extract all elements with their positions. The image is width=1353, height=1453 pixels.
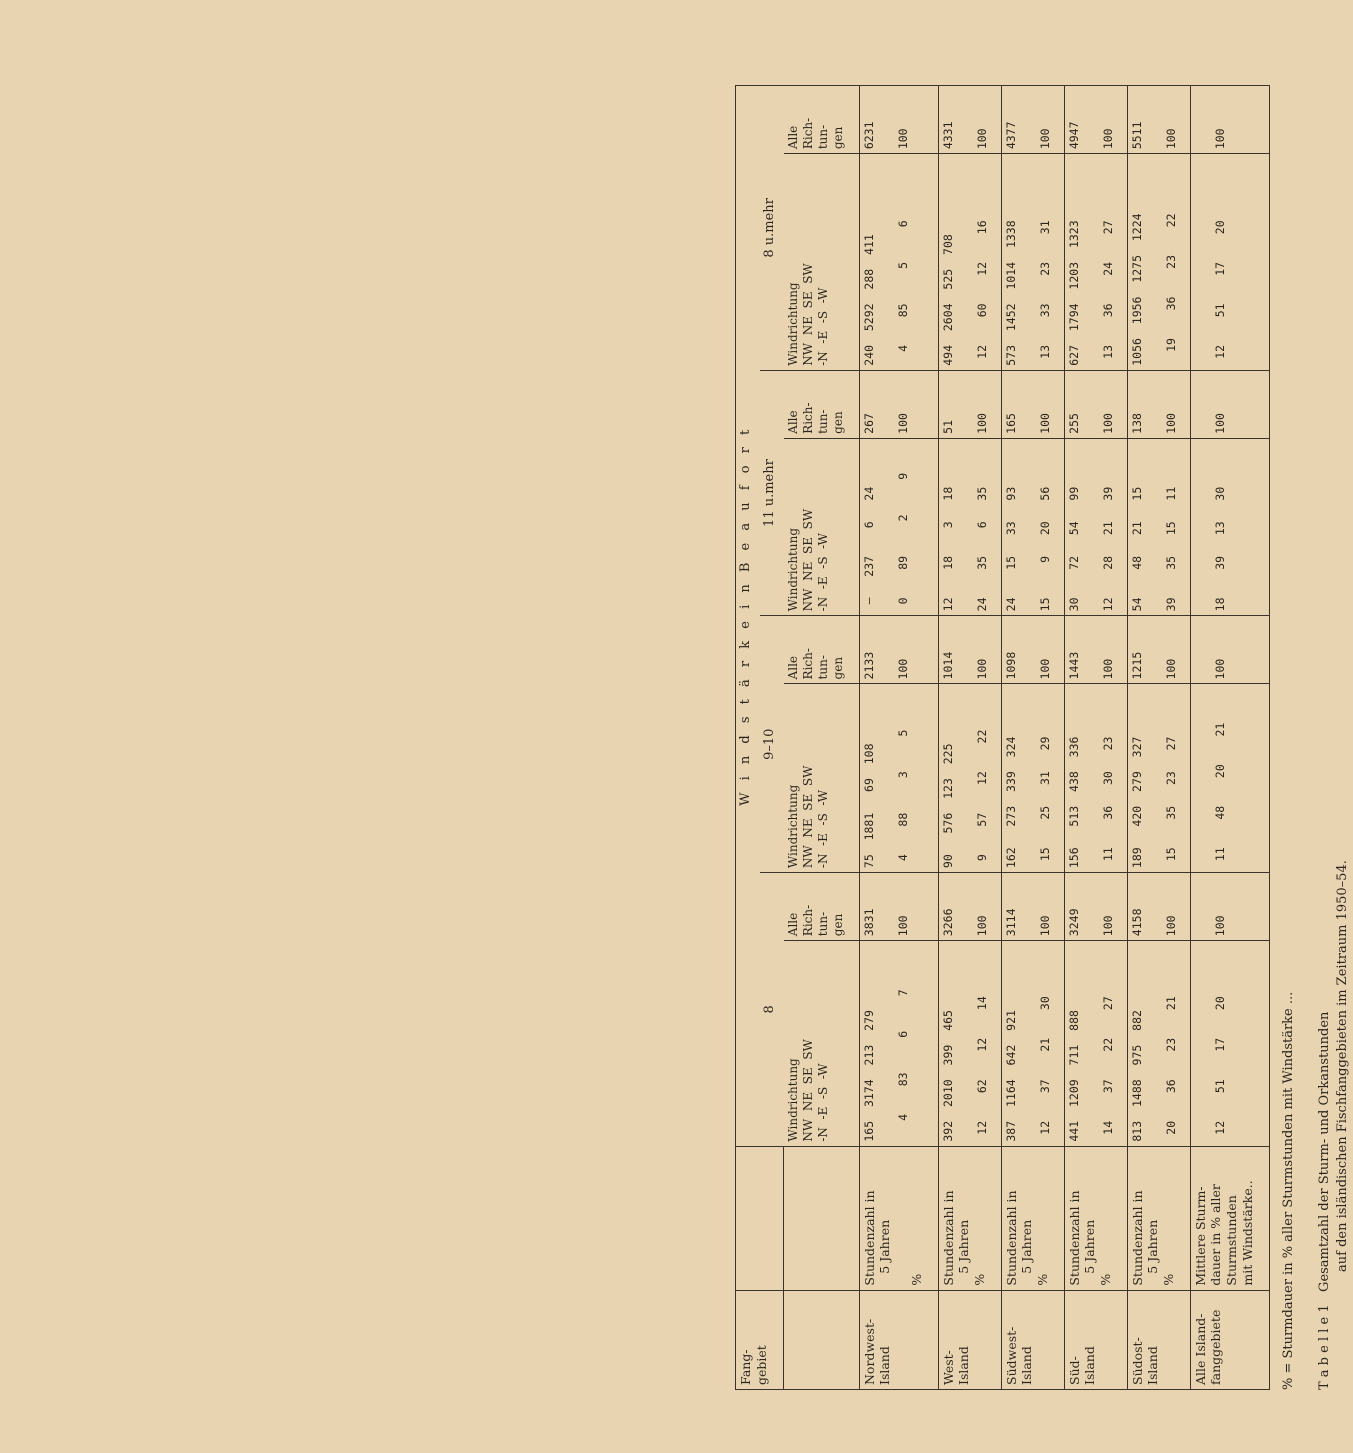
table-notes: [1280, 860, 1353, 1390]
percent-values: 13 33 23 31: [1038, 220, 1053, 366]
hours-values: 494 2604 525 708: [940, 234, 955, 366]
wind-direction-values-g1: [859, 941, 938, 1146]
row-fanggebiet: Südost- Island: [1127, 1290, 1190, 1389]
percent-values: 12 60 12 16: [975, 220, 990, 366]
hours-values: – 237 6 24: [861, 486, 876, 612]
alle-percent: 100: [1164, 413, 1179, 434]
hours-values: 627 1794 1203 1323: [1066, 220, 1081, 366]
wind-direction-values-g4: [938, 154, 1001, 371]
alle-hours: 3266: [940, 908, 955, 937]
header-alle: Alle Rich- tun- gen: [784, 86, 860, 154]
percent-values: 11 36 30 23: [1101, 736, 1116, 869]
alle-percent: 100: [975, 128, 990, 150]
alle-richtungen-g4: [1064, 86, 1127, 154]
wind-direction-values-g2: [1127, 684, 1190, 873]
alle-percent: 100: [896, 413, 911, 434]
wind-direction-values-g1: [938, 941, 1001, 1146]
header-ws-11: 11 u.mehr: [760, 370, 784, 616]
header-alle: Alle Rich- tun- gen: [784, 873, 860, 941]
hours-values: 441 1209 711 888: [1066, 1010, 1081, 1142]
wind-direction-values-g2: [938, 684, 1001, 873]
caption-line2: auf den isländischen Fischfanggebieten im Zeitraum 1950–54.: [1335, 860, 1351, 1272]
hours-values: 387 1164 642 921: [1003, 1010, 1018, 1142]
alle-richtungen-g3: [1127, 370, 1190, 438]
alle-percent: 100: [1038, 413, 1053, 434]
alle-percent: 100: [1038, 128, 1053, 150]
percent-values: 9 57 12 22: [975, 729, 990, 869]
hours-values: 165 3174 213 279: [861, 1010, 876, 1142]
hours-values: 240 5292 288 411: [861, 234, 876, 366]
header-ws-8: 8: [760, 873, 784, 1147]
header-windstaerke-banner: W i n d s t ä r k e i n B e a u f o r t: [736, 86, 760, 1147]
wind-direction-values-g4: [1064, 154, 1127, 371]
row-fanggebiet: Nordwest- Island: [859, 1290, 938, 1389]
alle-hours: 51: [940, 419, 955, 434]
row-label: Stundenzahl in 5 Jahren %: [938, 1146, 1001, 1290]
percent-values: 11 48 20 21: [1212, 722, 1227, 869]
percent-values: 14 37 22 27: [1101, 996, 1116, 1142]
hours-values: 813 1488 975 882: [1129, 1010, 1144, 1142]
wind-direction-values-g4: [1190, 154, 1269, 371]
header-windrichtung: Windrichtung NW NE SE SW -N -E -S -W: [784, 941, 860, 1146]
hours-values: 162 273 339 324: [1003, 736, 1018, 869]
percent-values: 12 37 21 30: [1038, 996, 1053, 1142]
alle-richtungen-g2: [1001, 616, 1064, 684]
header-alle: Alle Rich- tun- gen: [784, 370, 860, 438]
alle-richtungen-g1: [938, 873, 1001, 941]
hours-values: 156 513 438 336: [1066, 736, 1081, 869]
percent-values: 0 89 2 9: [896, 472, 911, 612]
row-label: Mittlere Sturm- dauer in % aller Sturmstunden mit Windstärke..: [1190, 1146, 1269, 1290]
wind-direction-values-g4: [1127, 154, 1190, 371]
alle-richtungen-g4: [938, 86, 1001, 154]
percent-values: 20 36 23 21: [1164, 996, 1179, 1142]
wind-direction-values-g1: [1190, 941, 1269, 1146]
wind-direction-values-g2: [1064, 684, 1127, 873]
header-fanggebiet: Fang- gebiet: [736, 1290, 784, 1389]
alle-hours: 1014: [940, 651, 955, 680]
percent-values: 15 35 23 27: [1164, 736, 1179, 869]
row-fanggebiet: Südwest- Island: [1001, 1290, 1064, 1389]
storm-hours-table: [735, 85, 1270, 1390]
alle-percent: 100: [1038, 658, 1053, 680]
percent-values: 4 83 6 7: [896, 989, 911, 1142]
header-ws-8-mehr: 8 u.mehr: [760, 86, 784, 371]
hours-values: 54 48 21 15: [1129, 486, 1144, 612]
hours-values: 90 576 123 225: [940, 743, 955, 869]
hours-values: 189 420 279 327: [1129, 736, 1144, 869]
alle-richtungen-g3: [859, 370, 938, 438]
alle-richtungen-g4: [1127, 86, 1190, 154]
alle-hours: 1443: [1066, 651, 1081, 680]
alle-richtungen-g3: [1001, 370, 1064, 438]
alle-percent: 100: [1038, 915, 1053, 937]
percent-values: 12 51 17 20: [1212, 220, 1227, 366]
header-ws-9-10: 9–10: [760, 616, 784, 873]
alle-richtungen-g4: [859, 86, 938, 154]
alle-hours: 4158: [1129, 908, 1144, 937]
alle-percent: 100: [975, 658, 990, 680]
wind-direction-values-g3: [859, 438, 938, 616]
alle-hours: 3249: [1066, 908, 1081, 937]
percent-values: 13 36 24 27: [1101, 220, 1116, 366]
alle-richtungen-g2: [1190, 616, 1269, 684]
table-row: [859, 86, 938, 1390]
alle-richtungen-g1: [1127, 873, 1190, 941]
row-label: Stundenzahl in 5 Jahren %: [1001, 1146, 1064, 1290]
alle-richtungen-g2: [1127, 616, 1190, 684]
wind-direction-values-g3: [1127, 438, 1190, 616]
row-fanggebiet: Süd- Island: [1064, 1290, 1127, 1389]
alle-richtungen-g1: [1001, 873, 1064, 941]
alle-percent: 100: [896, 658, 911, 680]
alle-hours: 4331: [940, 121, 955, 150]
caption-label: T a b e l l e 1: [1317, 1304, 1333, 1390]
hours-values: 75 1881 69 108: [861, 743, 876, 869]
table-row: [1064, 86, 1127, 1390]
alle-percent: 100: [896, 128, 911, 150]
header-windrichtung: Windrichtung NW NE SE SW -N -E -S -W: [784, 154, 860, 371]
wind-direction-values-g4: [1001, 154, 1064, 371]
alle-richtungen-g1: [859, 873, 938, 941]
alle-percent: 100: [1164, 658, 1179, 680]
alle-percent: 100: [1101, 128, 1116, 150]
hours-values: 1056 1956 1275 1224: [1129, 213, 1144, 366]
table-row: [1001, 86, 1064, 1390]
wind-direction-values-g1: [1001, 941, 1064, 1146]
wind-direction-values-g3: [1064, 438, 1127, 616]
wind-direction-values-g3: [1190, 438, 1269, 616]
wind-direction-values-g2: [1001, 684, 1064, 873]
alle-hours: 5511: [1129, 121, 1144, 150]
alle-hours: 4947: [1066, 121, 1081, 150]
row-label: Stundenzahl in 5 Jahren %: [1064, 1146, 1127, 1290]
alle-richtungen-g1: [1064, 873, 1127, 941]
wind-direction-values-g1: [1127, 941, 1190, 1146]
hours-values: 392 2010 399 465: [940, 1010, 955, 1142]
alle-hours: 138: [1129, 413, 1144, 434]
percent-values: 12 28 21 39: [1101, 486, 1116, 612]
wind-direction-values-g4: [859, 154, 938, 371]
percent-values: 4 85 5 6: [896, 220, 911, 366]
row-fanggebiet: Alle Island- fanggebiete: [1190, 1290, 1269, 1389]
percent-values: 18 39 13 30: [1212, 486, 1227, 612]
wind-direction-values-g3: [938, 438, 1001, 616]
header-windrichtung: Windrichtung NW NE SE SW -N -E -S -W: [784, 438, 860, 616]
alle-percent: 100: [1101, 413, 1116, 434]
rotated-table-page: [735, 85, 1351, 1390]
alle-hours: 1215: [1129, 651, 1144, 680]
alle-percent: 100: [1212, 413, 1227, 434]
alle-percent: 100: [1212, 915, 1227, 937]
alle-richtungen-g4: [1001, 86, 1064, 154]
header-alle: Alle Rich- tun- gen: [784, 616, 860, 684]
alle-percent: 100: [1101, 915, 1116, 937]
alle-percent: 100: [1212, 658, 1227, 680]
alle-richtungen-g3: [938, 370, 1001, 438]
alle-hours: 2133: [861, 651, 876, 680]
table-row: [938, 86, 1001, 1390]
percent-values: 4 88 3 5: [896, 729, 911, 869]
percent-values: 12 62 12 14: [975, 996, 990, 1142]
hours-values: 573 1452 1014 1338: [1003, 220, 1018, 366]
percent-values: 24 35 6 35: [975, 486, 990, 612]
percent-values: 19 36 23 22: [1164, 213, 1179, 366]
caption-line1: Gesamtzahl der Sturm- und Orkanstunden: [1317, 1011, 1333, 1292]
alle-richtungen-g2: [859, 616, 938, 684]
row-fanggebiet: West- Island: [938, 1290, 1001, 1389]
hours-values: 24 15 33 93: [1003, 486, 1018, 612]
percent-values: 15 9 20 56: [1038, 486, 1053, 612]
table-row: [1190, 86, 1269, 1390]
hours-values: 12 18 3 18: [940, 486, 955, 612]
wind-direction-values-g3: [1001, 438, 1064, 616]
table-row: [1127, 86, 1190, 1390]
percent-values: 15 25 31 29: [1038, 736, 1053, 869]
row-label: Stundenzahl in 5 Jahren %: [1127, 1146, 1190, 1290]
alle-richtungen-g2: [1064, 616, 1127, 684]
alle-percent: 100: [975, 915, 990, 937]
wind-direction-values-g2: [859, 684, 938, 873]
alle-hours: 3114: [1003, 908, 1018, 937]
alle-hours: 267: [861, 413, 876, 434]
alle-hours: 1098: [1003, 651, 1018, 680]
percent-values: 39 35 15 11: [1164, 486, 1179, 612]
alle-percent: 100: [1212, 128, 1227, 150]
alle-hours: 255: [1066, 413, 1081, 434]
percent-values: 12 51 17 20: [1212, 996, 1227, 1142]
alle-percent: 100: [896, 915, 911, 937]
wind-direction-values-g1: [1064, 941, 1127, 1146]
alle-percent: 100: [975, 413, 990, 434]
alle-percent: 100: [1101, 658, 1116, 680]
alle-hours: 6231: [861, 121, 876, 150]
alle-richtungen-g3: [1064, 370, 1127, 438]
row-label: Stundenzahl in 5 Jahren %: [859, 1146, 938, 1290]
alle-richtungen-g2: [938, 616, 1001, 684]
alle-richtungen-g1: [1190, 873, 1269, 941]
wind-direction-values-g2: [1190, 684, 1269, 873]
alle-percent: 100: [1164, 915, 1179, 937]
footnote: % = Sturmdauer in % aller Sturmstunden mit Windstärke ...: [1281, 991, 1296, 1390]
alle-hours: 3831: [861, 908, 876, 937]
alle-hours: 4377: [1003, 121, 1018, 150]
alle-richtungen-g4: [1190, 86, 1269, 154]
alle-richtungen-g3: [1190, 370, 1269, 438]
alle-hours: 165: [1003, 413, 1018, 434]
hours-values: 30 72 54 99: [1066, 486, 1081, 612]
alle-percent: 100: [1164, 128, 1179, 150]
header-windrichtung: Windrichtung NW NE SE SW -N -E -S -W: [784, 684, 860, 873]
